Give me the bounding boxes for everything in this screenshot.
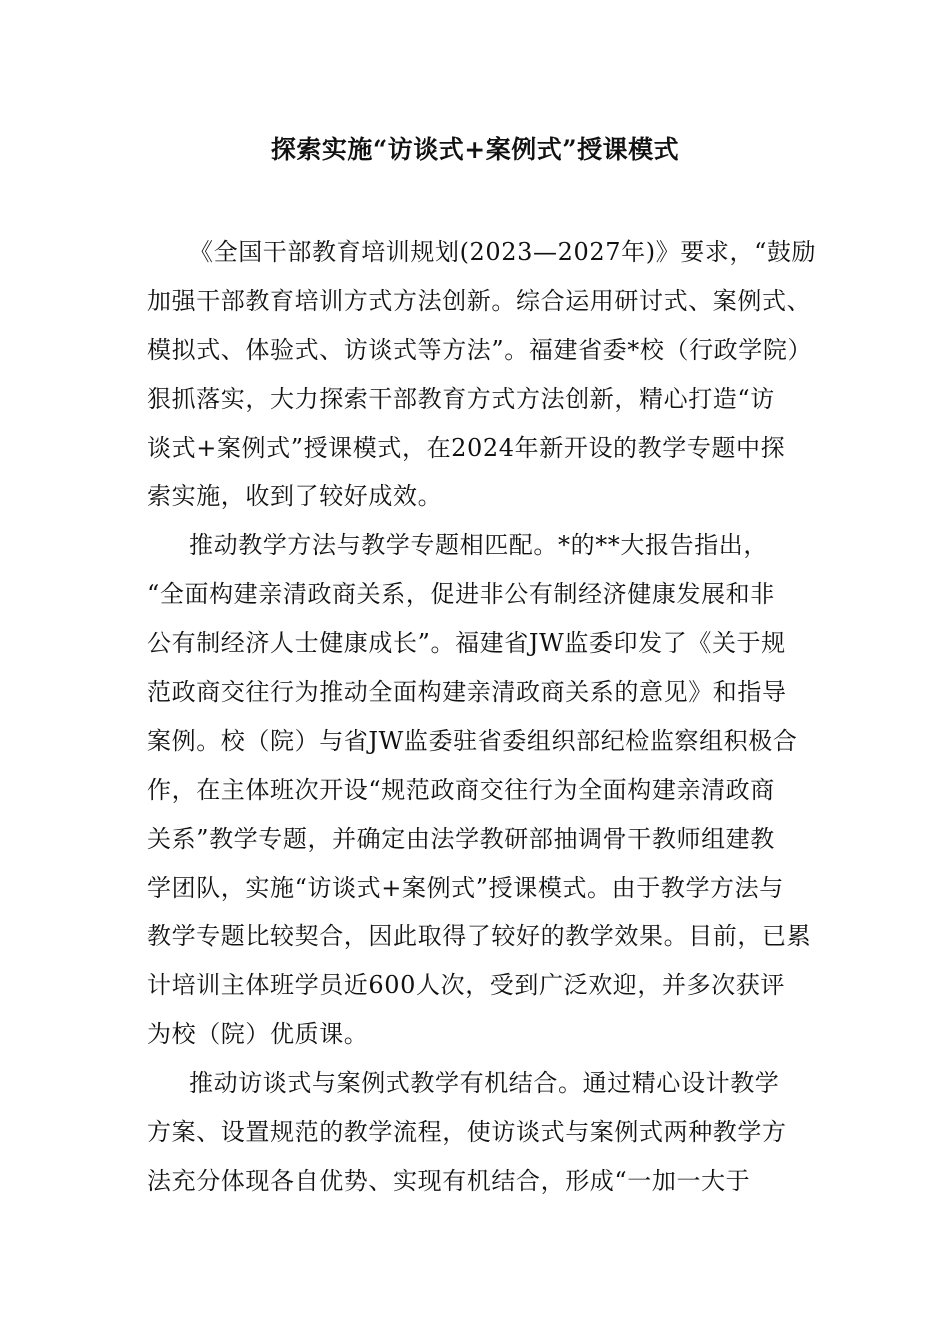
paragraph-line: 学团队，实施“访谈式+案例式”授课模式。由于教学方法与: [147, 873, 784, 902]
paragraph-line: 作，在主体班次开设“规范政商交往行为全面构建亲清政商: [147, 775, 775, 804]
paragraph-line: 加强干部教育培训方式方法创新。综合运用研讨式、案例式、: [147, 286, 812, 315]
paragraph-line: 教学专题比较契合，因此取得了较好的教学效果。目前，已累: [147, 922, 812, 951]
paragraph-line: 公有制经济人士健康成长”。福建省JW监委印发了《关于规: [147, 629, 786, 658]
paragraph-line: 计培训主体班学员近600人次，受到广泛欢迎，并多次获评: [147, 971, 786, 1000]
paragraph-2: [147, 521, 812, 1059]
paragraph-line: “全面构建亲清政商关系，促进非公有制经济健康发展和非: [147, 580, 775, 609]
paragraph-line: 推动访谈式与案例式教学有机结合。通过精心设计教学: [189, 1069, 780, 1098]
paragraph-1: [147, 228, 817, 521]
paragraph-line: 狠抓落实，大力探索干部教育方式方法创新，精心打造“访: [147, 384, 775, 413]
paragraph-line: 推动教学方法与教学专题相匹配。*的**大报告指出，: [189, 531, 768, 560]
paragraph-line: 为校（院）优质课。: [147, 1020, 369, 1049]
document-body: [147, 228, 817, 1206]
paragraph-line: 模拟式、体验式、访谈式等方法”。福建省委*校（行政学院）: [147, 335, 813, 364]
paragraph-line: 谈式+案例式”授课模式，在2024年新开设的教学专题中探: [147, 433, 786, 462]
paragraph-line: 索实施，收到了较好成效。: [147, 482, 443, 511]
paragraph-3: [147, 1059, 807, 1206]
paragraph-line: 法充分体现各自优势、实现有机结合，形成“一加一大于: [147, 1166, 751, 1195]
paragraph-line: 关系”教学专题，并确定由法学教研部抽调骨干教师组建教: [147, 824, 775, 853]
paragraph-line: 范政商交往行为推动全面构建亲清政商关系的意见》和指导: [147, 678, 787, 707]
paragraph-line: 案例。校（院）与省JW监委驻省委组织部纪检监察组积极合: [147, 726, 798, 755]
paragraph-line: 方案、设置规范的教学流程，使访谈式与案例式两种教学方: [147, 1118, 787, 1147]
paragraph-line: 《全国干部教育培训规划(2023—2027年)》要求，“鼓励: [189, 238, 817, 266]
document-title: 探索实施“访谈式+案例式”授课模式: [270, 135, 680, 164]
